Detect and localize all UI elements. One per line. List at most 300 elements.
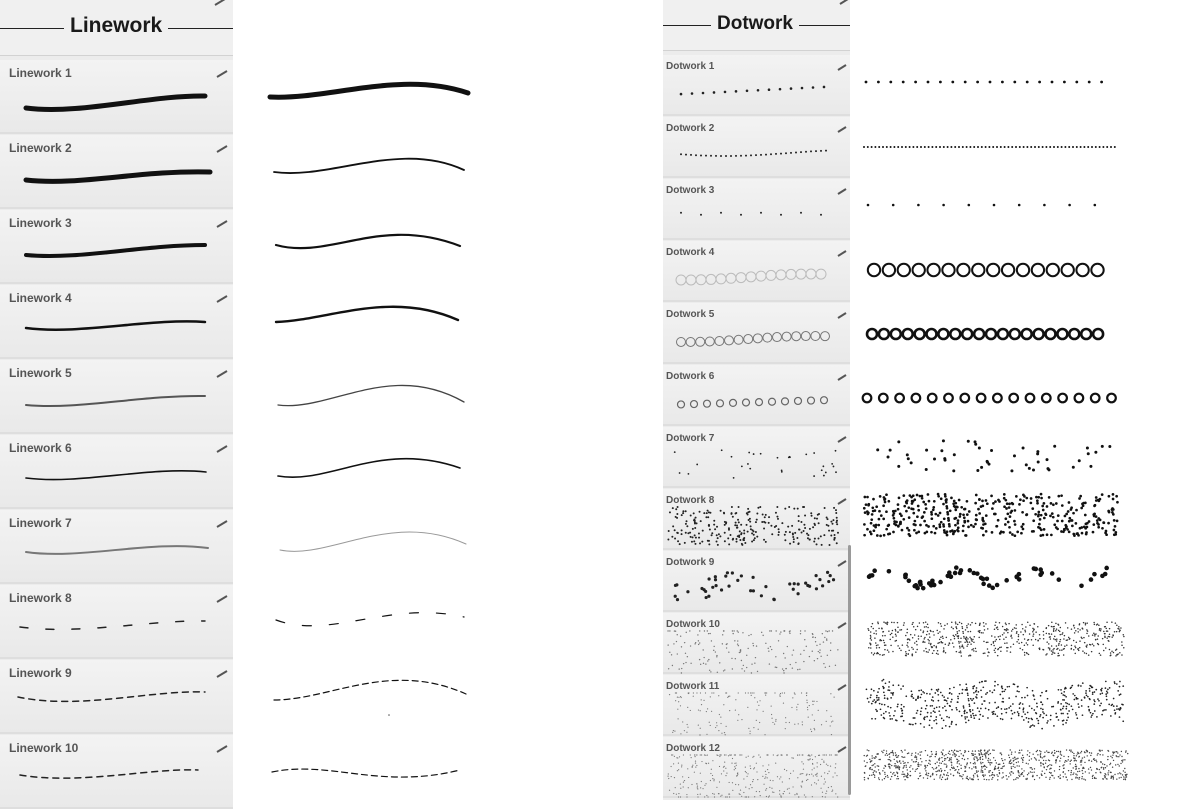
dotwork-canvas-dot <box>867 778 868 779</box>
dotwork-canvas-dot <box>870 644 872 646</box>
dotwork-canvas-dot <box>958 637 960 639</box>
dotwork-canvas-dot <box>952 754 953 755</box>
dotwork-canvas-dot <box>969 777 970 778</box>
dotwork-canvas-dot <box>1043 649 1045 651</box>
dotwork-canvas-dot <box>962 146 964 148</box>
dotwork-canvas-dot <box>949 574 954 579</box>
dotwork-canvas-dot <box>1023 757 1024 758</box>
dotwork-brush-item[interactable] <box>663 489 850 550</box>
dotwork-canvas-dot <box>1110 655 1112 657</box>
dotwork-canvas-dot <box>1026 717 1028 719</box>
dotwork-canvas-dot <box>1091 752 1092 753</box>
linework-brush-item[interactable] <box>0 435 233 509</box>
dotwork-canvas-dot <box>975 767 976 768</box>
dotwork-canvas-dot <box>1007 629 1009 631</box>
dotwork-canvas-dot <box>915 752 916 753</box>
dotwork-canvas-dot <box>1083 637 1085 639</box>
dotwork-canvas-dot <box>924 700 926 702</box>
dotwork-canvas-dot <box>945 501 948 504</box>
dotwork-canvas-dot <box>1066 639 1068 641</box>
dotwork-canvas-dot <box>986 779 987 780</box>
dotwork-canvas-dot <box>983 700 985 702</box>
dotwork-canvas-dot <box>931 146 933 148</box>
dotwork-canvas-dot <box>1032 519 1035 522</box>
dotwork-canvas-dot <box>1071 705 1073 707</box>
dotwork-canvas-dot <box>1092 643 1094 645</box>
dotwork-canvas-dot <box>1064 524 1067 527</box>
dotwork-canvas-dot <box>870 631 872 633</box>
dotwork-canvas-dot <box>997 706 999 708</box>
dotwork-canvas-dot <box>959 513 962 516</box>
dotwork-canvas-dot <box>1095 639 1097 641</box>
brush-stroke-preview <box>663 675 850 736</box>
dotwork-canvas-dot <box>1023 146 1025 148</box>
dotwork-canvas-dot <box>1049 772 1050 773</box>
dotwork-canvas-dot <box>1102 146 1104 148</box>
dotwork-canvas-dot <box>1073 699 1075 701</box>
dotwork-canvas-dot <box>972 779 973 780</box>
dotwork-canvas-dot <box>1116 705 1118 707</box>
dotwork-canvas-dot <box>1036 751 1037 752</box>
dotwork-canvas-dot <box>1013 81 1016 84</box>
dotwork-canvas-dot <box>1122 774 1123 775</box>
dotwork-canvas-dot <box>1038 146 1040 148</box>
dotwork-canvas-dot <box>1076 755 1077 756</box>
dotwork-canvas-dot <box>1006 642 1008 644</box>
dotwork-canvas-dot <box>1039 571 1044 576</box>
dotwork-canvas-dot <box>981 582 986 587</box>
dotwork-canvas-dot <box>1028 773 1029 774</box>
dotwork-canvas-dot <box>1019 752 1020 753</box>
dotwork-canvas-dot <box>868 701 870 703</box>
dotwork-canvas-dot <box>1122 704 1124 706</box>
dotwork-canvas-dot <box>1051 765 1052 766</box>
dotwork-canvas-dot <box>993 713 995 715</box>
dotwork-brush-item[interactable] <box>663 427 850 488</box>
dotwork-canvas-dot <box>878 146 880 148</box>
dotwork-canvas-dot <box>975 651 977 653</box>
dotwork-canvas-dot <box>1018 503 1021 506</box>
dotwork-canvas-dot <box>961 776 962 777</box>
dotwork-canvas-dot <box>992 774 993 775</box>
dotwork-canvas-dot <box>969 146 971 148</box>
dotwork-canvas-dot <box>1084 527 1087 530</box>
dotwork-canvas-dot <box>925 760 926 761</box>
dotwork-canvas-dot <box>968 568 973 573</box>
dotwork-canvas-dot <box>1110 654 1112 656</box>
dotwork-brush-panel <box>663 0 850 800</box>
dotwork-canvas-dot <box>1125 774 1126 775</box>
dotwork-canvas-dot <box>1043 766 1044 767</box>
linework-brush-item[interactable] <box>0 285 233 359</box>
dotwork-canvas-dot <box>1004 629 1006 631</box>
dotwork-canvas-dot <box>1046 627 1048 629</box>
dotwork-canvas-dot <box>879 329 889 339</box>
linework-canvas-stroke <box>272 769 460 777</box>
dotwork-canvas-dot <box>1094 634 1096 636</box>
dotwork-canvas-dot <box>867 503 870 506</box>
dotwork-canvas-dot <box>1121 756 1122 757</box>
linework-brush-item[interactable] <box>0 210 233 284</box>
linework-brush-item[interactable] <box>0 60 233 134</box>
dotwork-canvas-dot <box>962 530 965 533</box>
dotwork-canvas-dot <box>996 639 998 641</box>
dotwork-canvas-dot <box>1090 644 1092 646</box>
dotwork-canvas-dot <box>924 146 926 148</box>
dotwork-canvas-dot <box>874 763 875 764</box>
dotwork-canvas-dot <box>1016 777 1017 778</box>
dotwork-canvas-dot <box>1075 777 1076 778</box>
dotwork-canvas-dot <box>1075 647 1077 649</box>
dotwork-canvas-dot <box>925 774 926 775</box>
dotwork-canvas-dot <box>958 499 961 502</box>
dotwork-canvas-dot <box>965 689 967 691</box>
dotwork-canvas-dot <box>978 750 979 751</box>
dotwork-canvas-dot <box>933 634 935 636</box>
dotwork-canvas-dot <box>1107 692 1109 694</box>
dotwork-canvas-dot <box>1079 777 1080 778</box>
dotwork-panel-scrollbar[interactable] <box>848 545 851 795</box>
dotwork-canvas-dot <box>1109 764 1110 765</box>
dotwork-brush-item[interactable] <box>663 737 850 798</box>
linework-brush-item[interactable] <box>0 585 233 659</box>
dotwork-canvas-dot <box>875 756 876 757</box>
dotwork-canvas-dot <box>997 779 998 780</box>
dotwork-brush-item[interactable] <box>663 241 850 302</box>
dotwork-canvas-dot <box>1090 755 1091 756</box>
dotwork-canvas-dot <box>1017 577 1022 582</box>
dotwork-canvas-dot <box>907 646 909 648</box>
dotwork-canvas-dot <box>1126 776 1127 777</box>
dotwork-canvas-dot <box>1095 496 1098 499</box>
dotwork-canvas-dot <box>1047 264 1059 276</box>
dotwork-canvas-dot <box>1010 749 1011 750</box>
dotwork-canvas-dot <box>1095 146 1097 148</box>
dotwork-canvas-dot <box>1018 715 1020 717</box>
dotwork-canvas-dot <box>1060 774 1061 775</box>
dotwork-canvas-dot <box>972 709 974 711</box>
dotwork-canvas-dot <box>965 771 966 772</box>
dotwork-canvas-dot <box>968 204 971 207</box>
dotwork-canvas-dot <box>1039 777 1040 778</box>
dotwork-canvas-dot <box>910 461 913 464</box>
dotwork-canvas-dot <box>929 764 930 765</box>
dotwork-canvas-dot <box>897 756 898 757</box>
dotwork-canvas-dot <box>1123 647 1125 649</box>
dotwork-canvas-dot <box>962 646 964 648</box>
dotwork-canvas-dot <box>1112 766 1113 767</box>
dotwork-canvas-dot <box>1096 522 1099 525</box>
dotwork-canvas-dot <box>1015 751 1016 752</box>
dotwork-canvas-dot <box>938 765 939 766</box>
dotwork-brush-item[interactable] <box>663 675 850 736</box>
dotwork-canvas-dot <box>976 772 977 773</box>
dotwork-canvas-dot <box>1022 760 1023 761</box>
brush-stroke-preview <box>663 179 850 240</box>
dotwork-canvas-dot <box>915 699 917 701</box>
dotwork-canvas-dot <box>1093 513 1096 516</box>
dotwork-canvas-dot <box>989 81 992 84</box>
dotwork-canvas-dot <box>985 530 988 533</box>
dotwork-canvas-dot <box>967 520 970 523</box>
dotwork-canvas-dot <box>924 765 925 766</box>
dotwork-canvas-dot <box>983 754 984 755</box>
dotwork-canvas-dot <box>1056 751 1057 752</box>
dotwork-canvas-dot <box>942 503 945 506</box>
dotwork-brush-item[interactable] <box>663 55 850 116</box>
dotwork-canvas-dot <box>1000 530 1003 533</box>
dotwork-canvas-dot <box>876 448 879 451</box>
dotwork-canvas-dot <box>944 625 946 627</box>
feather-pen-icon[interactable] <box>214 0 226 6</box>
dotwork-canvas-dot <box>872 568 877 573</box>
dotwork-canvas-dot <box>1093 759 1094 760</box>
dotwork-canvas-dot <box>1022 493 1025 496</box>
dotwork-canvas-dot <box>892 514 895 517</box>
dotwork-canvas-dot <box>985 623 987 625</box>
dotwork-canvas-dot <box>892 773 893 774</box>
dotwork-canvas-dot <box>982 775 983 776</box>
dotwork-canvas-dot <box>913 697 915 699</box>
linework-brush-item[interactable] <box>0 735 233 809</box>
dotwork-canvas-dot <box>1036 452 1039 455</box>
linework-brush-item[interactable] <box>0 360 233 434</box>
dotwork-brush-item[interactable] <box>663 303 850 364</box>
dotwork-canvas-dot <box>894 759 895 760</box>
dotwork-canvas-dot <box>1060 753 1061 754</box>
feather-pen-icon[interactable] <box>839 0 849 5</box>
dotwork-canvas-dot <box>1053 755 1054 756</box>
dotwork-canvas-dot <box>1006 630 1008 632</box>
dotwork-canvas-dot <box>979 576 984 581</box>
dotwork-canvas-dot <box>1039 716 1041 718</box>
dotwork-canvas-dot <box>901 704 903 706</box>
dotwork-canvas-dot <box>981 753 982 754</box>
dotwork-canvas-dot <box>1092 775 1093 776</box>
dotwork-canvas-dot <box>1071 779 1072 780</box>
dotwork-canvas-dot <box>878 628 880 630</box>
dotwork-canvas-dot <box>1016 765 1017 766</box>
dotwork-canvas-dot <box>951 709 953 711</box>
dotwork-canvas-dot <box>967 778 968 779</box>
dotwork-canvas-dot <box>899 760 900 761</box>
dotwork-canvas-dot <box>967 762 968 763</box>
dotwork-brush-item[interactable] <box>663 365 850 426</box>
dotwork-canvas-dot <box>1082 650 1084 652</box>
dotwork-canvas-dot <box>1056 520 1059 523</box>
dotwork-brush-item[interactable] <box>663 179 850 240</box>
dotwork-canvas-dot <box>1063 699 1065 701</box>
dotwork-canvas-dot <box>951 767 952 768</box>
dotwork-canvas-dot <box>888 766 889 767</box>
dotwork-canvas-dot <box>1093 622 1095 624</box>
dotwork-canvas-dot <box>1106 778 1107 779</box>
dotwork-canvas-dot <box>1023 711 1025 713</box>
dotwork-canvas-dot <box>908 533 911 536</box>
dotwork-canvas-dot <box>992 692 994 694</box>
dotwork-canvas-dot <box>1107 630 1109 632</box>
dotwork-canvas-dot <box>973 642 975 644</box>
dotwork-canvas-dot <box>904 762 905 763</box>
dotwork-canvas-dot <box>946 774 947 775</box>
dotwork-canvas-dot <box>1075 532 1078 535</box>
dotwork-canvas-dot <box>1052 706 1054 708</box>
dotwork-canvas-dot <box>1024 652 1026 654</box>
dotwork-canvas-dot <box>887 689 889 691</box>
dotwork-canvas-dot <box>1062 530 1065 533</box>
dotwork-canvas-dot <box>1053 445 1056 448</box>
dotwork-canvas-dot <box>918 766 919 767</box>
dotwork-canvas-dot <box>867 698 869 700</box>
dotwork-canvas-dot <box>1079 623 1081 625</box>
dotwork-canvas-dot <box>959 684 961 686</box>
brush-stroke-preview <box>0 210 233 284</box>
dotwork-canvas-dot <box>956 750 957 751</box>
dotwork-canvas-dot <box>1029 752 1030 753</box>
dotwork-canvas-dot <box>987 760 988 761</box>
dotwork-canvas-dot <box>1037 626 1039 628</box>
dotwork-canvas-dot <box>1010 510 1013 513</box>
dotwork-canvas-dot <box>957 636 959 638</box>
dotwork-canvas-dot <box>893 772 894 773</box>
dotwork-canvas-dot <box>957 772 958 773</box>
dotwork-canvas-dot <box>1058 394 1067 403</box>
dotwork-canvas-dot <box>870 518 873 521</box>
linework-canvas-stroke <box>276 235 460 248</box>
dotwork-canvas-dot <box>1018 639 1020 641</box>
dotwork-canvas-dot <box>1050 772 1051 773</box>
dotwork-canvas-dot <box>1052 626 1054 628</box>
dotwork-canvas-dot <box>1011 762 1012 763</box>
dotwork-canvas-dot <box>974 502 977 505</box>
dotwork-canvas-dot <box>863 507 866 510</box>
brush-stroke-preview <box>0 510 233 584</box>
dotwork-canvas-dot <box>1001 768 1002 769</box>
dotwork-canvas-dot <box>877 623 879 625</box>
dotwork-canvas-dot <box>881 640 883 642</box>
dotwork-canvas-dot <box>1082 504 1085 507</box>
dotwork-canvas-dot <box>897 525 900 528</box>
linework-brush-item[interactable] <box>0 660 233 734</box>
dotwork-canvas-dot <box>891 776 892 777</box>
dotwork-brush-item[interactable] <box>663 551 850 612</box>
dotwork-canvas-dot <box>1025 626 1027 628</box>
dotwork-canvas-dot <box>949 530 952 533</box>
dotwork-canvas-dot <box>1101 493 1104 496</box>
dotwork-canvas-dot <box>956 628 958 630</box>
linework-brush-item[interactable] <box>0 510 233 584</box>
dotwork-canvas-dot <box>866 755 867 756</box>
dotwork-canvas-dot <box>984 749 985 750</box>
dotwork-canvas-dot <box>883 654 885 656</box>
dotwork-canvas-dot <box>925 507 928 510</box>
dotwork-canvas-dot <box>904 765 905 766</box>
dotwork-canvas-dot <box>914 583 919 588</box>
dotwork-canvas-dot <box>1059 649 1061 651</box>
dotwork-canvas-dot <box>988 770 989 771</box>
dotwork-canvas-dot <box>1037 750 1038 751</box>
brush-stroke-preview <box>0 135 233 209</box>
dotwork-canvas-dot <box>875 709 877 711</box>
dotwork-canvas-dot <box>956 762 957 763</box>
dotwork-canvas-dot <box>1073 772 1074 773</box>
dotwork-canvas-dot <box>931 699 933 701</box>
dotwork-canvas-dot <box>947 703 949 705</box>
dotwork-canvas-dot <box>1063 767 1064 768</box>
dotwork-canvas-dot <box>900 708 902 710</box>
dotwork-canvas-dot <box>939 526 942 529</box>
dotwork-canvas-dot <box>982 770 983 771</box>
dotwork-canvas-dot <box>1057 146 1059 148</box>
dotwork-canvas-dot <box>937 690 939 692</box>
dotwork-canvas-dot <box>966 636 968 638</box>
dotwork-canvas-dot <box>1041 728 1043 730</box>
dotwork-canvas-dot <box>968 779 969 780</box>
dotwork-canvas-dot <box>943 457 946 460</box>
dotwork-canvas-dot <box>1052 649 1054 651</box>
linework-brush-item[interactable] <box>0 135 233 209</box>
dotwork-canvas-dot <box>895 766 896 767</box>
dotwork-canvas-dot <box>1103 650 1105 652</box>
dotwork-brush-item[interactable] <box>663 613 850 674</box>
dotwork-canvas-dot <box>1003 690 1005 692</box>
dotwork-canvas-dot <box>993 750 994 751</box>
dotwork-canvas-dot <box>924 768 925 769</box>
dotwork-canvas-dot <box>931 727 933 729</box>
dotwork-canvas-dot <box>941 642 943 644</box>
dotwork-canvas-dot <box>947 697 949 699</box>
dotwork-canvas-dot <box>958 571 963 576</box>
dotwork-canvas-dot <box>915 757 916 758</box>
dotwork-canvas-dot <box>911 759 912 760</box>
dotwork-canvas-dot <box>1019 707 1021 709</box>
dotwork-canvas-dot <box>872 510 875 513</box>
dotwork-canvas-dot <box>981 681 983 683</box>
dotwork-canvas-dot <box>1085 523 1088 526</box>
dotwork-canvas-dot <box>1048 633 1050 635</box>
dotwork-canvas-dot <box>865 503 868 506</box>
dotwork-canvas-dot <box>971 571 976 576</box>
dotwork-canvas-dot <box>991 644 993 646</box>
dotwork-canvas-dot <box>1107 510 1110 513</box>
brush-stroke-preview <box>0 285 233 359</box>
dotwork-canvas-dot <box>875 524 878 527</box>
dotwork-brush-item[interactable] <box>663 117 850 178</box>
dotwork-canvas-dot <box>1100 762 1101 763</box>
dotwork-canvas-dot <box>914 520 917 523</box>
dotwork-canvas-dot <box>1077 631 1079 633</box>
dotwork-canvas-dot <box>1082 776 1083 777</box>
dotwork-canvas-dot <box>946 700 948 702</box>
dotwork-canvas-dot <box>1056 638 1058 640</box>
dotwork-canvas-dot <box>1065 513 1068 516</box>
dotwork-section-header <box>663 0 850 51</box>
dotwork-canvas-dot <box>944 758 945 759</box>
dotwork-canvas-dot <box>943 146 945 148</box>
dotwork-canvas-dot <box>1084 696 1086 698</box>
dotwork-canvas-dot <box>989 775 990 776</box>
dotwork-canvas-dot <box>1046 505 1049 508</box>
dotwork-canvas-dot <box>1078 684 1080 686</box>
dotwork-canvas-dot <box>1087 630 1089 632</box>
dotwork-canvas-dot <box>915 651 917 653</box>
dotwork-canvas-dot <box>893 715 895 717</box>
dotwork-canvas-dot <box>955 769 956 770</box>
dotwork-canvas-dot <box>1105 533 1108 536</box>
brush-stroke-preview <box>663 489 850 550</box>
dotwork-canvas-dot <box>1100 693 1102 695</box>
dotwork-canvas-dot <box>903 766 904 767</box>
